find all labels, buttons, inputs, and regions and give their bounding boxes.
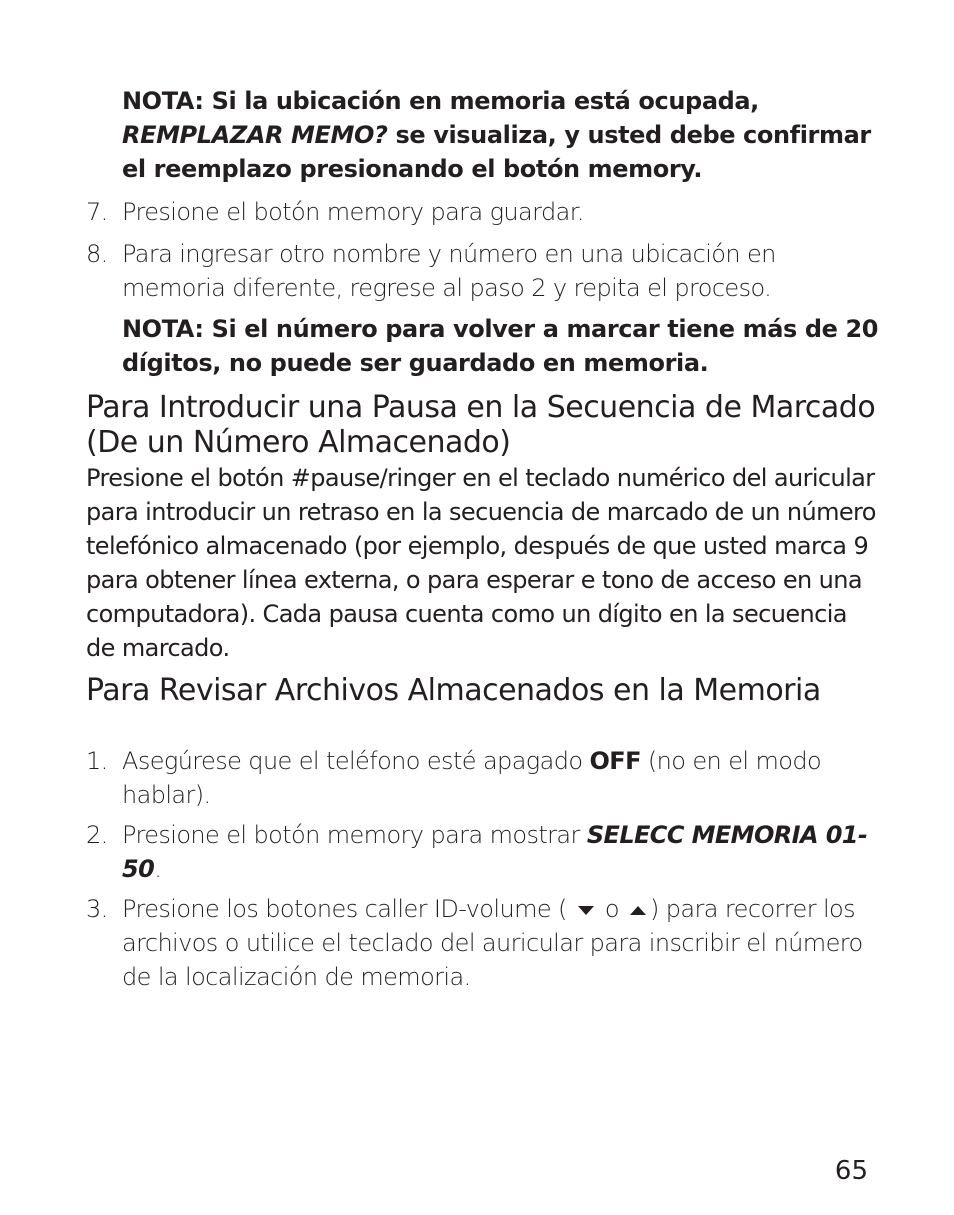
list-item [86,195,876,229]
note-label: NOTA: [122,87,204,115]
section-body-pause: Presione el botón #pause/ringer en el teclado numérico del auricular para introducir un retraso en la secuencia de marcado de un número telefónico almacenado (por ejemplo, después de que usted marca 9 para obtener línea externa, o para esperar e tono de acceso en una computadora). Cada pausa cuenta como un dígito en la secuencia de marcado. [86,464,876,662]
arrow-down-icon [578,906,594,915]
step-text [122,818,876,886]
note-italic-text: REMPLAZAR MEMO? [122,121,388,149]
note-label: NOTA: [122,315,204,343]
note-memory-occupied [122,84,882,186]
note-max-digits [122,312,882,380]
step-text-part: . [154,855,162,883]
step-number: 3. [86,895,108,923]
off-label: OFF [589,747,641,775]
step-text [122,892,876,994]
page-number: 65 [834,1156,868,1186]
step-text: Para ingresar otro nombre y número en una ubicación en memoria diferente, regrese al paso 2 y repita el proceso. [122,240,776,302]
note-text: Si la ubicación en memoria está ocupada, [211,87,759,115]
display-message: SELECC MEMORIA 01-50 [122,821,868,883]
step-text-part: Asegúrese que el teléfono esté apagado [122,747,583,775]
list-item [86,818,876,886]
step-text-part: Presione el botón memory para mostrar [122,821,580,849]
note-text: Si el número para volver a marcar tiene más de 20 dígitos, no puede ser guardado en memoria. [122,315,879,377]
step-text-part: Presione los botones caller ID-volume ( [122,895,567,923]
step-number: 2. [86,821,108,849]
step-text-part: o [604,895,619,923]
section-heading-review: Para Revisar Archivos Almacenados en la Memoria [86,673,821,708]
step-text: Presione el botón memory para guardar. [122,198,584,226]
section-heading-pause: Para Introducir una Pausa en la Secuencia de Marcado (De un Número Almacenado) [86,390,876,460]
step-text-part: ) para recorrer los archivos o utilice el teclado del auricular para inscribir el número de la localización de memoria. [122,895,863,991]
step-text-part: (no en el modo hablar). [122,747,822,809]
list-item [86,892,876,994]
step-number: 8. [86,240,108,268]
list-item [86,744,876,812]
step-text [122,744,876,812]
step-number: 1. [86,747,108,775]
arrow-up-icon [630,906,646,915]
step-number: 7. [86,198,108,226]
list-item [86,237,876,305]
note-text-continued: se visualiza, y usted debe confirmar el reemplazo presionando el botón memory. [122,121,871,183]
